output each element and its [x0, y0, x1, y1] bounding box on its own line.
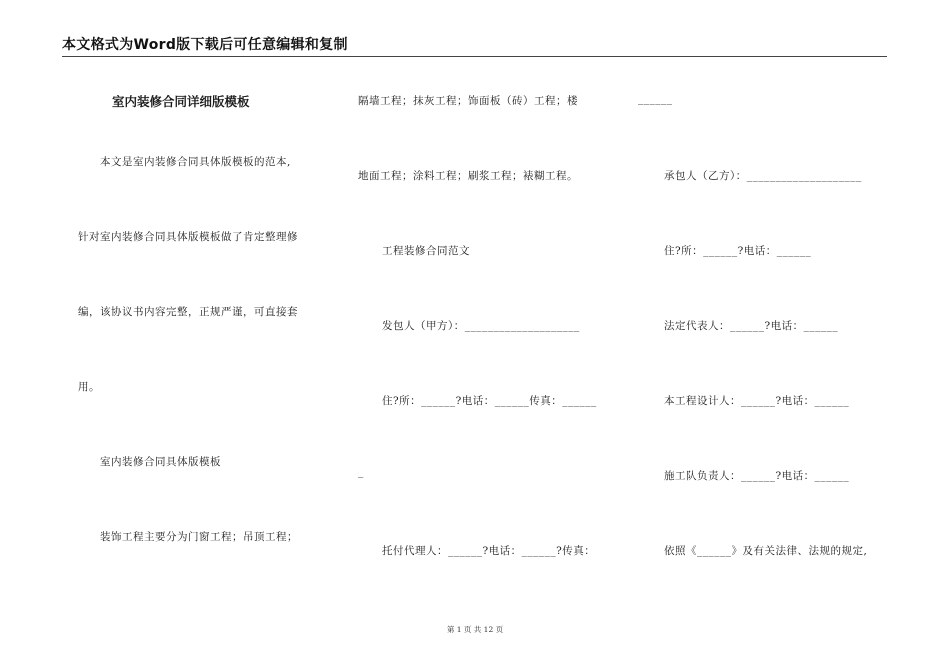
col2-line-7: 托付代理人：______?电话：______?传真：: [382, 545, 596, 557]
col3-line-6: 施工队负责人：______?电话：______: [664, 470, 850, 482]
header-title: 本文格式为Word版下载后可任意编辑和复制: [62, 37, 348, 53]
col2-line-1: 隔墙工程；抹灰工程；饰面板（砖）工程；楼: [358, 95, 578, 107]
col2-line-5: 住?所：______?电话：______传真：______: [382, 395, 597, 407]
col1-line-1: 本文是室内装修合同具体版模板的范本,: [100, 156, 291, 168]
col1-line-2: 针对室内装修合同具体版模板做了肯定整理修: [78, 231, 298, 243]
col1-line-3: 编，该协议书内容完整，正规严谨，可直接套: [78, 306, 298, 318]
col3-line-4: 法定代表人：______?电话：______: [664, 320, 839, 332]
col3-line-5: 本工程设计人：______?电话：______: [664, 395, 850, 407]
col2-line-4: 发包人（甲方）：____________________: [382, 320, 580, 332]
page-header: [62, 34, 887, 57]
col1-line-6: 装饰工程主要分为门窗工程；吊顶工程；: [100, 531, 298, 543]
col1-line-4: 用。: [78, 381, 100, 393]
col3-line-3: 住?所：______?电话：______: [664, 245, 812, 257]
col2-line-6: _: [358, 466, 364, 478]
col3-line-1: ______: [638, 93, 673, 105]
col1-line-5: 室内装修合同具体版模板: [100, 456, 221, 468]
page-footer: 第 1 页 共 12 页: [446, 625, 504, 634]
document-title: 室内装修合同详细版模板: [112, 94, 250, 109]
col3-line-2: 承包人（乙方）：____________________: [664, 170, 862, 182]
col2-line-3: 工程装修合同范文: [382, 245, 470, 257]
col3-line-7: 依照《______》及有关法律、法规的规定,: [664, 545, 868, 557]
col2-line-2: 地面工程；涂料工程；刷浆工程；裱糊工程。: [358, 170, 578, 182]
